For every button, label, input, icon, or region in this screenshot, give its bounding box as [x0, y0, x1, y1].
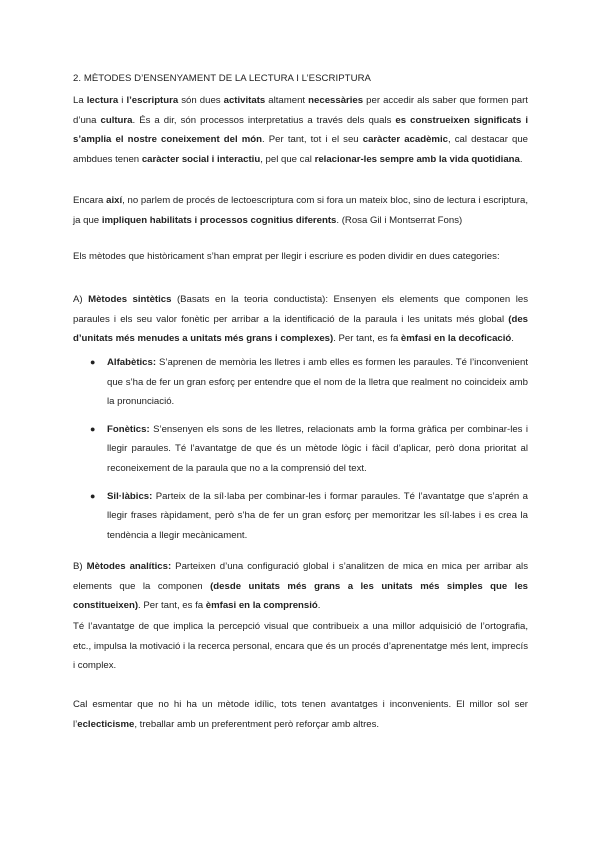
synthetic-methods-list: [90, 353, 528, 553]
synthetic-methods-paragraph: A) Mètodes sintètics (Basats en la teoria conductista): Ensenyen els elements que componen les paraules i els seu valor fonètic per arribar a la identificació de la paraula i les unitats més global (des d’unitats més menudes a unitats més grans i complexes). Per tant, es fa èmfasi en la decoficació.: [73, 294, 528, 345]
list-item: [90, 420, 528, 479]
list-item: [90, 487, 528, 546]
intro-paragraph: La lectura i l’escriptura són dues activitats altament necessàries per accedir als saber que formen part d’una cultura. És a dir, són processos interpretatius a través dels quals es construeixen significats i s’amplia el nostre coneixement del món. Per tant, tot i el seu caràcter acadèmic, cal destacar que ambdues tenen caràcter social i interactiu, pel que cal relacionar-les sempre amb la vida quotidiana.: [73, 95, 529, 165]
bullet-icon: ●: [90, 490, 96, 501]
analytic-methods-paragraph: B) Mètodes analítics: Parteixen d’una configuració global i s’analitzen de mica en mica per arribar als elements que la componen (desde unitats més grans a les unitats més simples que les constitueixen). Per tant, es fa èmfasi en la comprensió.: [73, 561, 528, 612]
bullet-icon: ●: [90, 423, 96, 434]
list-item-text: Sil·làbics: Parteix de la síl·laba per combinar-les i formar paraules. Té l’avantatge que s’aprén a llegir frases ràpidament, però s’ha de fer un gran esforç per memoritzar les síl·labes i es crea la tendència a llegir mecànicament.: [107, 490, 528, 541]
list-item: [90, 353, 528, 412]
conclusion-paragraph: Cal esmentar que no hi ha un mètode idílic, tots tenen avantatges i inconvenients. El millor sol ser l’eclecticisme, treballar amb un preferentment però reforçar amb altres.: [73, 699, 528, 730]
methods-lead-paragraph: Els mètodes que històricament s’han emprat per llegir i escriure es poden dividir en dues categories:: [73, 251, 500, 262]
list-item-text: Alfabètics: S’aprenen de memòria les lletres i amb elles es formen les paraules. Té l’inconvenient que s’ha de fer un gran esforç per entendre que el nom de la lletra que realment no coincideix amb la pronunciació.: [107, 357, 528, 408]
section-heading: 2. MÈTODES D’ENSENYAMENT DE LA LECTURA I L’ESCRIPTURA: [73, 73, 371, 84]
bullet-icon: ●: [90, 357, 96, 367]
list-item-text: Fonètics: S’ensenyen els sons de les lletres, relacionats amb la forma gràfica per combinar-les i llegir paraules. Té l’avantatge de que és un mètode lògic i fàcil d’aplicar, però dona prioritat al reconeixement de la paraula que no a la comprensió del text.: [107, 423, 528, 474]
analytic-advantage-paragraph: Té l’avantatge de que implica la percepció visual que contribueix a una millor adquisició de l’ortografia, etc., impulsa la motivació i la recerca personal, encara que és un procés d’aprenentatge més lent, imprecís i complex.: [73, 621, 528, 672]
intro-paragraph-2: Encara així, no parlem de procés de lectoescriptura com si fora un mateix bloc, sino de lectura i escriptura, ja que impliquen habilitats i processos cognitius diferents. (Rosa Gil i Montserrat Fons): [73, 195, 528, 226]
